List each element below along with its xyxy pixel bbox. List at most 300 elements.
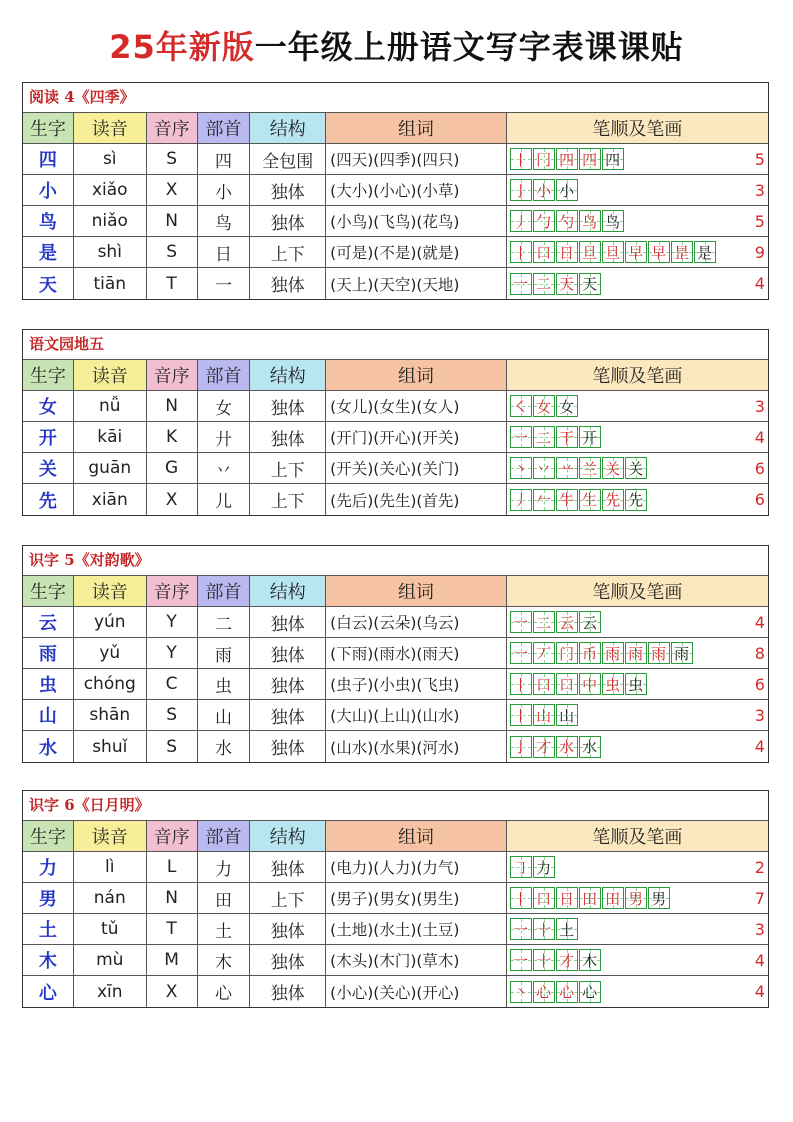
header-row	[23, 113, 768, 144]
stroke-glyph: 一	[513, 613, 529, 632]
stroke-count: 3	[754, 396, 765, 416]
stroke-box	[533, 918, 555, 940]
stroke-glyph: 丨	[513, 150, 529, 169]
stroke-count: 7	[754, 888, 765, 908]
stroke-box	[533, 673, 555, 695]
stroke-box	[602, 148, 624, 170]
radical-cell: 山	[198, 700, 251, 730]
title-highlight: 25年新版	[109, 28, 255, 66]
stroke-box	[533, 179, 555, 201]
table-row	[23, 852, 768, 883]
initial-cell: X	[147, 484, 198, 515]
stroke-glyph: 丨	[513, 675, 529, 694]
words-cell: (木头)(木门)(草木)	[326, 945, 507, 975]
table-row	[23, 175, 768, 206]
words-cell: (小鸟)(飞鸟)(花鸟)	[326, 206, 507, 236]
initial-cell: X	[147, 976, 198, 1007]
header-row	[23, 576, 768, 607]
stroke-box	[533, 856, 555, 878]
lesson-table	[22, 82, 769, 300]
pinyin-cell: xiān	[74, 484, 147, 515]
stroke-glyph: 丿	[513, 212, 529, 231]
stroke-order-cell	[507, 144, 768, 174]
stroke-order-cell	[507, 945, 768, 975]
column-header: 组词	[326, 113, 507, 143]
stroke-glyph: 力	[536, 858, 552, 877]
words-cell: (男子)(男女)(男生)	[326, 883, 507, 913]
stroke-count: 4	[754, 950, 765, 970]
stroke-glyph: 雨	[651, 644, 667, 663]
stroke-glyph: 雨	[674, 644, 690, 663]
stroke-order-cell	[507, 453, 768, 483]
stroke-box	[533, 611, 555, 633]
stroke-boxes	[510, 395, 579, 417]
structure-cell: 上下	[250, 484, 326, 515]
table-row	[23, 731, 768, 762]
column-header: 笔顺及笔画	[507, 821, 768, 851]
words-cell: (可是)(不是)(就是)	[326, 237, 507, 267]
column-header: 笔顺及笔画	[507, 576, 768, 606]
stroke-glyph: 干	[559, 428, 575, 447]
stroke-glyph: 天	[582, 275, 598, 293]
stroke-box	[648, 241, 670, 263]
stroke-box	[625, 642, 647, 664]
stroke-count: 4	[754, 612, 765, 632]
structure-cell: 上下	[250, 883, 326, 913]
initial-cell: M	[147, 945, 198, 975]
stroke-box	[510, 856, 532, 878]
char-cell: 是	[23, 237, 74, 267]
words-cell: (天上)(天空)(天地)	[326, 268, 507, 299]
stroke-glyph: 雨	[628, 644, 644, 663]
stroke-box	[602, 642, 624, 664]
pinyin-cell: niǎo	[74, 206, 147, 236]
column-header: 部首	[198, 113, 251, 143]
stroke-box	[579, 148, 601, 170]
char-cell: 鸟	[23, 206, 74, 236]
column-header: 读音	[74, 821, 147, 851]
stroke-glyph: 云	[582, 613, 598, 632]
stroke-order-cell	[507, 268, 768, 299]
words-cell: (虫子)(小虫)(飞虫)	[326, 669, 507, 699]
initial-cell: C	[147, 669, 198, 699]
stroke-glyph: 心	[559, 983, 575, 1001]
stroke-glyph: ㇆	[513, 858, 529, 877]
stroke-glyph: 虫	[605, 675, 621, 694]
stroke-box	[533, 273, 555, 295]
radical-cell: 力	[198, 852, 251, 882]
column-header: 生字	[23, 576, 74, 606]
stroke-box	[556, 395, 578, 417]
lesson-title: 语文园地五	[23, 330, 768, 360]
stroke-glyph: 亅	[513, 738, 529, 756]
pinyin-cell: yún	[74, 607, 147, 637]
words-cell: (小心)(关心)(开心)	[326, 976, 507, 1007]
stroke-glyph: 小	[536, 181, 552, 200]
stroke-box	[510, 704, 532, 726]
stroke-glyph: 木	[582, 951, 598, 970]
stroke-boxes	[510, 241, 717, 263]
pinyin-cell: tiān	[74, 268, 147, 299]
radical-cell: 日	[198, 237, 251, 267]
radical-cell: 廾	[198, 422, 251, 452]
column-header: 笔顺及笔画	[507, 360, 768, 390]
column-header: 组词	[326, 360, 507, 390]
stroke-count: 2	[754, 857, 765, 877]
stroke-glyph: 心	[536, 983, 552, 1001]
stroke-box	[625, 489, 647, 511]
stroke-box	[533, 395, 555, 417]
stroke-glyph: 关	[605, 459, 621, 478]
stroke-glyph: 中	[582, 675, 598, 694]
stroke-count: 4	[754, 737, 765, 756]
stroke-box	[602, 887, 624, 909]
stroke-glyph: 早	[651, 243, 667, 262]
stroke-order-cell	[507, 484, 768, 515]
stroke-boxes	[510, 918, 579, 940]
stroke-glyph: 旦	[582, 243, 598, 262]
stroke-glyph: 天	[559, 275, 575, 293]
stroke-glyph: 先	[628, 491, 644, 509]
stroke-glyph: 水	[582, 738, 598, 756]
structure-cell: 上下	[250, 237, 326, 267]
stroke-glyph: 鸟	[582, 212, 598, 231]
stroke-glyph: 才	[559, 951, 575, 970]
stroke-glyph: 一	[513, 644, 529, 663]
stroke-box	[533, 704, 555, 726]
stroke-glyph: 一	[513, 428, 529, 447]
column-header: 部首	[198, 360, 251, 390]
stroke-glyph: 口	[536, 675, 552, 694]
words-cell: (下雨)(雨水)(雨天)	[326, 638, 507, 668]
stroke-box	[625, 457, 647, 479]
stroke-box	[510, 949, 532, 971]
stroke-box	[533, 426, 555, 448]
initial-cell: K	[147, 422, 198, 452]
stroke-boxes	[510, 736, 602, 758]
stroke-box	[533, 210, 555, 232]
stroke-glyph: 关	[628, 459, 644, 478]
stroke-glyph: 丨	[513, 243, 529, 262]
structure-cell: 独体	[250, 945, 326, 975]
stroke-glyph: 云	[559, 613, 575, 632]
stroke-box	[556, 673, 578, 695]
stroke-boxes	[510, 210, 625, 232]
stroke-box	[533, 489, 555, 511]
stroke-order-cell	[507, 237, 768, 267]
stroke-glyph: 土	[559, 920, 575, 939]
lesson-title: 阅读 4《四季》	[23, 83, 768, 113]
char-cell: 女	[23, 391, 74, 421]
stroke-box	[579, 273, 601, 295]
words-cell: (大山)(上山)(山水)	[326, 700, 507, 730]
stroke-glyph: 早	[628, 243, 644, 262]
column-header: 部首	[198, 576, 251, 606]
char-cell: 关	[23, 453, 74, 483]
radical-cell: 二	[198, 607, 251, 637]
table-row	[23, 391, 768, 422]
stroke-glyph: 小	[559, 181, 575, 200]
page-title	[0, 22, 793, 68]
initial-cell: Y	[147, 638, 198, 668]
words-cell: (先后)(先生)(首先)	[326, 484, 507, 515]
stroke-glyph: ㇛	[513, 397, 529, 416]
stroke-box	[556, 148, 578, 170]
stroke-box	[556, 489, 578, 511]
initial-cell: T	[147, 268, 198, 299]
stroke-box	[579, 887, 601, 909]
words-cell: (电力)(人力)(力气)	[326, 852, 507, 882]
stroke-glyph: 昰	[674, 243, 690, 262]
stroke-count: 4	[754, 982, 765, 1001]
stroke-box	[510, 210, 532, 232]
column-header: 生字	[23, 360, 74, 390]
structure-cell: 上下	[250, 453, 326, 483]
lesson-table	[22, 545, 769, 763]
stroke-count: 5	[754, 211, 765, 231]
stroke-box	[533, 949, 555, 971]
char-cell: 木	[23, 945, 74, 975]
radical-cell: 雨	[198, 638, 251, 668]
stroke-glyph: 四	[559, 150, 575, 169]
stroke-glyph: 鸟	[605, 212, 621, 231]
stroke-box	[602, 673, 624, 695]
stroke-glyph: 丶	[513, 459, 529, 478]
table-row	[23, 883, 768, 914]
stroke-box	[510, 148, 532, 170]
stroke-box	[510, 611, 532, 633]
stroke-box	[556, 611, 578, 633]
stroke-boxes	[510, 856, 556, 878]
stroke-glyph: 十	[536, 951, 552, 970]
structure-cell: 独体	[250, 607, 326, 637]
stroke-glyph: 田	[582, 889, 598, 908]
header-row	[23, 821, 768, 852]
pinyin-cell: lì	[74, 852, 147, 882]
column-header: 音序	[147, 821, 198, 851]
stroke-box	[625, 887, 647, 909]
stroke-boxes	[510, 642, 694, 664]
radical-cell: 四	[198, 144, 251, 174]
stroke-box	[625, 241, 647, 263]
stroke-glyph: 丆	[536, 644, 552, 663]
char-cell: 虫	[23, 669, 74, 699]
stroke-box	[648, 642, 670, 664]
table-row	[23, 206, 768, 237]
initial-cell: S	[147, 731, 198, 762]
char-cell: 山	[23, 700, 74, 730]
structure-cell: 独体	[250, 731, 326, 762]
char-cell: 小	[23, 175, 74, 205]
stroke-glyph: 二	[536, 613, 552, 632]
stroke-glyph: 币	[582, 644, 598, 663]
stroke-glyph: 丨	[513, 889, 529, 908]
stroke-box	[602, 457, 624, 479]
stroke-box	[510, 736, 532, 758]
pinyin-cell: kāi	[74, 422, 147, 452]
stroke-order-cell	[507, 669, 768, 699]
stroke-box	[510, 426, 532, 448]
char-cell: 云	[23, 607, 74, 637]
stroke-glyph: 日	[559, 243, 575, 262]
stroke-glyph: 四	[605, 150, 621, 169]
table-row	[23, 237, 768, 268]
stroke-box	[602, 241, 624, 263]
char-cell: 雨	[23, 638, 74, 668]
pinyin-cell: tǔ	[74, 914, 147, 944]
lesson-title: 识字 5《对韵歌》	[23, 546, 768, 576]
stroke-box	[533, 981, 555, 1003]
stroke-box	[533, 457, 555, 479]
stroke-box	[648, 887, 670, 909]
table-row	[23, 453, 768, 484]
stroke-box	[533, 736, 555, 758]
stroke-glyph: 门	[559, 644, 575, 663]
structure-cell: 独体	[250, 669, 326, 699]
stroke-box	[671, 241, 693, 263]
stroke-glyph: 山	[536, 706, 552, 725]
column-header: 结构	[250, 576, 326, 606]
char-cell: 男	[23, 883, 74, 913]
stroke-boxes	[510, 457, 648, 479]
words-cell: (四天)(四季)(四只)	[326, 144, 507, 174]
stroke-glyph: 䒑	[559, 459, 575, 478]
structure-cell: 独体	[250, 175, 326, 205]
stroke-glyph: 二	[536, 275, 552, 293]
stroke-order-cell	[507, 638, 768, 668]
table-row	[23, 700, 768, 731]
stroke-glyph: 口	[536, 243, 552, 262]
words-cell: (土地)(水土)(土豆)	[326, 914, 507, 944]
stroke-box	[556, 736, 578, 758]
initial-cell: N	[147, 391, 198, 421]
stroke-order-cell	[507, 175, 768, 205]
table-row	[23, 144, 768, 175]
column-header: 生字	[23, 821, 74, 851]
stroke-box	[579, 642, 601, 664]
stroke-box	[579, 210, 601, 232]
stroke-glyph: 一	[513, 920, 529, 939]
stroke-count: 3	[754, 180, 765, 200]
stroke-glyph: 十	[536, 920, 552, 939]
radical-cell: 土	[198, 914, 251, 944]
stroke-box	[556, 273, 578, 295]
column-header: 读音	[74, 113, 147, 143]
initial-cell: S	[147, 237, 198, 267]
stroke-box	[556, 918, 578, 940]
stroke-box	[556, 179, 578, 201]
stroke-glyph: 男	[651, 889, 667, 908]
stroke-boxes	[510, 887, 671, 909]
stroke-boxes	[510, 981, 602, 1003]
stroke-glyph: 口	[559, 675, 575, 694]
table-row	[23, 638, 768, 669]
structure-cell: 独体	[250, 422, 326, 452]
stroke-box	[625, 673, 647, 695]
stroke-box	[556, 457, 578, 479]
char-cell: 水	[23, 731, 74, 762]
words-cell: (大小)(小心)(小草)	[326, 175, 507, 205]
stroke-box	[510, 273, 532, 295]
stroke-glyph: 女	[536, 397, 552, 416]
stroke-glyph: 是	[697, 243, 713, 262]
structure-cell: 独体	[250, 391, 326, 421]
column-header: 生字	[23, 113, 74, 143]
stroke-box	[556, 887, 578, 909]
pinyin-cell: shì	[74, 237, 147, 267]
column-header: 组词	[326, 821, 507, 851]
stroke-glyph: 才	[536, 738, 552, 756]
stroke-box	[579, 457, 601, 479]
stroke-glyph: 一	[513, 951, 529, 970]
radical-cell: 小	[198, 175, 251, 205]
stroke-boxes	[510, 273, 602, 295]
stroke-glyph: 生	[582, 491, 598, 509]
stroke-glyph: 心	[582, 983, 598, 1001]
stroke-glyph: 二	[536, 428, 552, 447]
pinyin-cell: xiǎo	[74, 175, 147, 205]
structure-cell: 独体	[250, 852, 326, 882]
words-cell: (开门)(开心)(开关)	[326, 422, 507, 452]
column-header: 音序	[147, 113, 198, 143]
radical-cell: 一	[198, 268, 251, 299]
structure-cell: 全包围	[250, 144, 326, 174]
table-row	[23, 268, 768, 299]
stroke-boxes	[510, 704, 579, 726]
stroke-box	[556, 210, 578, 232]
radical-cell: 儿	[198, 484, 251, 515]
structure-cell: 独体	[250, 976, 326, 1007]
column-header: 结构	[250, 821, 326, 851]
stroke-box	[510, 395, 532, 417]
stroke-order-cell	[507, 731, 768, 762]
radical-cell: 心	[198, 976, 251, 1007]
words-cell: (女儿)(女生)(女人)	[326, 391, 507, 421]
stroke-glyph: 勹	[536, 212, 552, 231]
pinyin-cell: guān	[74, 453, 147, 483]
stroke-boxes	[510, 489, 648, 511]
stroke-order-cell	[507, 206, 768, 236]
words-cell: (开关)(关心)(关门)	[326, 453, 507, 483]
stroke-count: 4	[754, 427, 765, 447]
stroke-count: 6	[754, 458, 765, 478]
words-cell: (白云)(云朵)(乌云)	[326, 607, 507, 637]
initial-cell: S	[147, 144, 198, 174]
char-cell: 开	[23, 422, 74, 452]
table-row	[23, 422, 768, 453]
stroke-order-cell	[507, 883, 768, 913]
stroke-order-cell	[507, 422, 768, 452]
stroke-box	[510, 918, 532, 940]
column-header: 笔顺及笔画	[507, 113, 768, 143]
structure-cell: 独体	[250, 206, 326, 236]
stroke-box	[556, 949, 578, 971]
lesson-table	[22, 790, 769, 1008]
stroke-box	[556, 426, 578, 448]
char-cell: 力	[23, 852, 74, 882]
column-header: 音序	[147, 360, 198, 390]
table-row	[23, 914, 768, 945]
stroke-boxes	[510, 673, 648, 695]
words-cell: (山水)(水果)(河水)	[326, 731, 507, 762]
stroke-box	[579, 981, 601, 1003]
pinyin-cell: chóng	[74, 669, 147, 699]
stroke-box	[556, 241, 578, 263]
stroke-glyph: 四	[582, 150, 598, 169]
stroke-order-cell	[507, 852, 768, 882]
stroke-glyph: 一	[513, 275, 529, 293]
stroke-box	[579, 949, 601, 971]
